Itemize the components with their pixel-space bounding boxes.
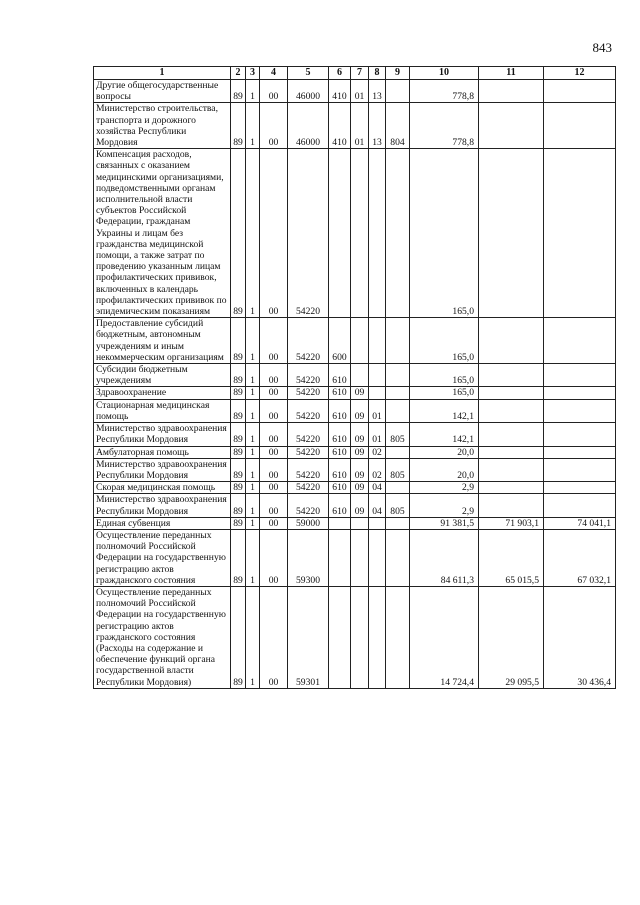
code-cell: 610 (329, 482, 351, 494)
code-cell: 89 (231, 586, 246, 688)
code-cell: 59301 (288, 586, 329, 688)
code-cell: 1 (246, 318, 260, 364)
amount-cell (544, 423, 616, 446)
code-cell: 54220 (288, 399, 329, 422)
amount-cell (544, 458, 616, 481)
code-cell: 610 (329, 494, 351, 517)
code-cell: 89 (231, 529, 246, 586)
code-cell: 89 (231, 446, 246, 458)
code-cell: 610 (329, 423, 351, 446)
code-cell: 410 (329, 80, 351, 103)
code-cell (386, 482, 410, 494)
table-row (94, 586, 616, 688)
amount-cell (544, 387, 616, 399)
code-cell: 46000 (288, 80, 329, 103)
header-cell: 12 (544, 67, 616, 80)
amount-cell (479, 458, 544, 481)
row-name-cell: Министерство строительства, транспорта и дорожного хозяйства Республики Мордовия (94, 103, 231, 149)
code-cell (351, 517, 369, 529)
code-cell: 1 (246, 364, 260, 387)
code-cell (369, 529, 386, 586)
row-name-cell: Скорая медицинская помощь (94, 482, 231, 494)
code-cell: 89 (231, 149, 246, 318)
code-cell: 410 (329, 103, 351, 149)
row-name-cell: Компенсация расходов, связанных с оказанием медицинскими организациями, подведомственными органам исполнительной власти субъектов Российской Федерации, гражданам Украины и лицам без гражданства медицинской помощи, а также затрат по проведению указанным лицам профилактических прививок, включенных в календарь профилактических прививок по эпидемическим показаниям (94, 149, 231, 318)
code-cell: 04 (369, 494, 386, 517)
code-cell: 1 (246, 387, 260, 399)
page-number: 843 (592, 40, 612, 55)
header-cell: 11 (479, 67, 544, 80)
code-cell: 00 (260, 318, 288, 364)
table-row (94, 80, 616, 103)
table-row (94, 458, 616, 481)
code-cell (329, 529, 351, 586)
row-name-cell: Осуществление переданных полномочий Российской Федерации на государственную регистрацию актов гражданского состояния (94, 529, 231, 586)
code-cell: 54220 (288, 387, 329, 399)
code-cell: 54220 (288, 482, 329, 494)
code-cell: 00 (260, 586, 288, 688)
code-cell: 01 (369, 423, 386, 446)
code-cell (386, 364, 410, 387)
table-row (94, 103, 616, 149)
code-cell (386, 586, 410, 688)
code-cell (386, 446, 410, 458)
table-row (94, 446, 616, 458)
amount-cell: 30 436,4 (544, 586, 616, 688)
amount-cell: 65 015,5 (479, 529, 544, 586)
code-cell (351, 586, 369, 688)
code-cell: 54220 (288, 446, 329, 458)
code-cell: 09 (351, 446, 369, 458)
amount-cell: 84 611,3 (410, 529, 479, 586)
code-cell (329, 517, 351, 529)
amount-cell (544, 103, 616, 149)
amount-cell (479, 103, 544, 149)
code-cell: 89 (231, 458, 246, 481)
code-cell: 1 (246, 458, 260, 481)
code-cell: 09 (351, 482, 369, 494)
table-header-row (94, 67, 616, 80)
header-cell: 10 (410, 67, 479, 80)
code-cell: 89 (231, 399, 246, 422)
code-cell: 13 (369, 80, 386, 103)
code-cell: 1 (246, 529, 260, 586)
table-row (94, 399, 616, 422)
code-cell: 1 (246, 494, 260, 517)
amount-cell (479, 399, 544, 422)
code-cell: 610 (329, 458, 351, 481)
amount-cell (544, 494, 616, 517)
row-name-cell: Субсидии бюджетным учреждениям (94, 364, 231, 387)
amount-cell (544, 482, 616, 494)
table-row (94, 387, 616, 399)
code-cell: 89 (231, 387, 246, 399)
code-cell: 1 (246, 399, 260, 422)
budget-table (93, 66, 616, 689)
row-name-cell: Министерство здравоохранения Республики Мордовия (94, 423, 231, 446)
code-cell (369, 149, 386, 318)
code-cell: 89 (231, 318, 246, 364)
table-row (94, 318, 616, 364)
code-cell (369, 364, 386, 387)
code-cell: 600 (329, 318, 351, 364)
amount-cell: 67 032,1 (544, 529, 616, 586)
amount-cell (479, 149, 544, 318)
amount-cell (544, 446, 616, 458)
row-name-cell: Министерство здравоохранения Республики Мордовия (94, 494, 231, 517)
code-cell: 89 (231, 517, 246, 529)
header-cell: 5 (288, 67, 329, 80)
code-cell: 09 (351, 387, 369, 399)
code-cell: 00 (260, 423, 288, 446)
code-cell: 54220 (288, 149, 329, 318)
code-cell (386, 529, 410, 586)
amount-cell (479, 494, 544, 517)
amount-cell (479, 446, 544, 458)
code-cell (329, 149, 351, 318)
amount-cell: 2,9 (410, 494, 479, 517)
code-cell: 805 (386, 494, 410, 517)
table-row (94, 149, 616, 318)
code-cell (386, 399, 410, 422)
code-cell: 13 (369, 103, 386, 149)
row-name-cell: Здравоохранение (94, 387, 231, 399)
code-cell: 54220 (288, 364, 329, 387)
code-cell: 00 (260, 80, 288, 103)
amount-cell: 20,0 (410, 446, 479, 458)
code-cell: 89 (231, 494, 246, 517)
code-cell: 89 (231, 423, 246, 446)
code-cell: 00 (260, 517, 288, 529)
code-cell: 610 (329, 364, 351, 387)
header-cell: 3 (246, 67, 260, 80)
amount-cell: 165,0 (410, 387, 479, 399)
row-name-cell: Единая субвенция (94, 517, 231, 529)
table-row (94, 494, 616, 517)
amount-cell: 2,9 (410, 482, 479, 494)
amount-cell: 165,0 (410, 364, 479, 387)
row-name-cell: Предоставление субсидий бюджетным, автономным учреждениям и иным некоммерческим организациям (94, 318, 231, 364)
amount-cell (479, 318, 544, 364)
code-cell: 59000 (288, 517, 329, 529)
code-cell (351, 529, 369, 586)
code-cell: 02 (369, 446, 386, 458)
code-cell (369, 318, 386, 364)
code-cell (386, 517, 410, 529)
code-cell: 09 (351, 494, 369, 517)
amount-cell: 142,1 (410, 399, 479, 422)
code-cell: 09 (351, 458, 369, 481)
code-cell: 00 (260, 458, 288, 481)
amount-cell: 71 903,1 (479, 517, 544, 529)
code-cell: 804 (386, 103, 410, 149)
code-cell: 00 (260, 482, 288, 494)
code-cell: 46000 (288, 103, 329, 149)
code-cell: 89 (231, 103, 246, 149)
amount-cell: 20,0 (410, 458, 479, 481)
header-cell: 6 (329, 67, 351, 80)
amount-cell: 29 095,5 (479, 586, 544, 688)
code-cell: 04 (369, 482, 386, 494)
code-cell (369, 517, 386, 529)
code-cell (386, 318, 410, 364)
code-cell (351, 364, 369, 387)
code-cell: 54220 (288, 318, 329, 364)
amount-cell (544, 80, 616, 103)
code-cell: 610 (329, 446, 351, 458)
header-cell: 2 (231, 67, 246, 80)
code-cell (351, 149, 369, 318)
header-cell: 1 (94, 67, 231, 80)
code-cell: 1 (246, 103, 260, 149)
code-cell: 1 (246, 423, 260, 446)
code-cell: 1 (246, 149, 260, 318)
row-name-cell: Осуществление переданных полномочий Российской Федерации на государственную регистрацию актов гражданского состояния (Расходы на содержание и обеспечение функций органа государственной власти Республики Мордовия) (94, 586, 231, 688)
amount-cell (544, 149, 616, 318)
code-cell: 54220 (288, 458, 329, 481)
code-cell: 610 (329, 387, 351, 399)
header-cell: 8 (369, 67, 386, 80)
code-cell: 00 (260, 149, 288, 318)
code-cell: 01 (369, 399, 386, 422)
code-cell: 1 (246, 517, 260, 529)
table-row (94, 517, 616, 529)
amount-cell (479, 364, 544, 387)
code-cell (386, 80, 410, 103)
amount-cell: 14 724,4 (410, 586, 479, 688)
code-cell: 1 (246, 446, 260, 458)
code-cell: 01 (351, 80, 369, 103)
table-row (94, 364, 616, 387)
table-body (94, 80, 616, 689)
amount-cell: 778,8 (410, 80, 479, 103)
code-cell (386, 149, 410, 318)
amount-cell (544, 364, 616, 387)
code-cell: 89 (231, 482, 246, 494)
amount-cell: 165,0 (410, 318, 479, 364)
amount-cell: 778,8 (410, 103, 479, 149)
code-cell: 1 (246, 586, 260, 688)
code-cell: 805 (386, 458, 410, 481)
code-cell: 02 (369, 458, 386, 481)
amount-cell (479, 482, 544, 494)
code-cell: 00 (260, 364, 288, 387)
table-row (94, 529, 616, 586)
code-cell (369, 586, 386, 688)
amount-cell (479, 423, 544, 446)
code-cell (386, 387, 410, 399)
code-cell: 00 (260, 446, 288, 458)
header-cell: 4 (260, 67, 288, 80)
code-cell: 00 (260, 529, 288, 586)
code-cell: 89 (231, 80, 246, 103)
code-cell: 00 (260, 494, 288, 517)
code-cell: 610 (329, 399, 351, 422)
code-cell: 01 (351, 103, 369, 149)
code-cell (369, 387, 386, 399)
amount-cell: 142,1 (410, 423, 479, 446)
code-cell: 00 (260, 387, 288, 399)
code-cell: 00 (260, 103, 288, 149)
code-cell: 1 (246, 80, 260, 103)
amount-cell (544, 318, 616, 364)
table-row (94, 423, 616, 446)
code-cell: 09 (351, 423, 369, 446)
amount-cell (544, 399, 616, 422)
header-cell: 9 (386, 67, 410, 80)
amount-cell (479, 80, 544, 103)
code-cell: 54220 (288, 423, 329, 446)
code-cell: 09 (351, 399, 369, 422)
amount-cell (479, 387, 544, 399)
amount-cell: 165,0 (410, 149, 479, 318)
code-cell: 59300 (288, 529, 329, 586)
code-cell (329, 586, 351, 688)
row-name-cell: Министерство здравоохранения Республики Мордовия (94, 458, 231, 481)
code-cell: 805 (386, 423, 410, 446)
code-cell: 00 (260, 399, 288, 422)
amount-cell: 91 381,5 (410, 517, 479, 529)
header-cell: 7 (351, 67, 369, 80)
code-cell: 89 (231, 364, 246, 387)
code-cell: 1 (246, 482, 260, 494)
row-name-cell: Стационарная медицинская помощь (94, 399, 231, 422)
code-cell: 54220 (288, 494, 329, 517)
table-row (94, 482, 616, 494)
code-cell (351, 318, 369, 364)
row-name-cell: Другие общегосударственные вопросы (94, 80, 231, 103)
amount-cell: 74 041,1 (544, 517, 616, 529)
row-name-cell: Амбулаторная помощь (94, 446, 231, 458)
